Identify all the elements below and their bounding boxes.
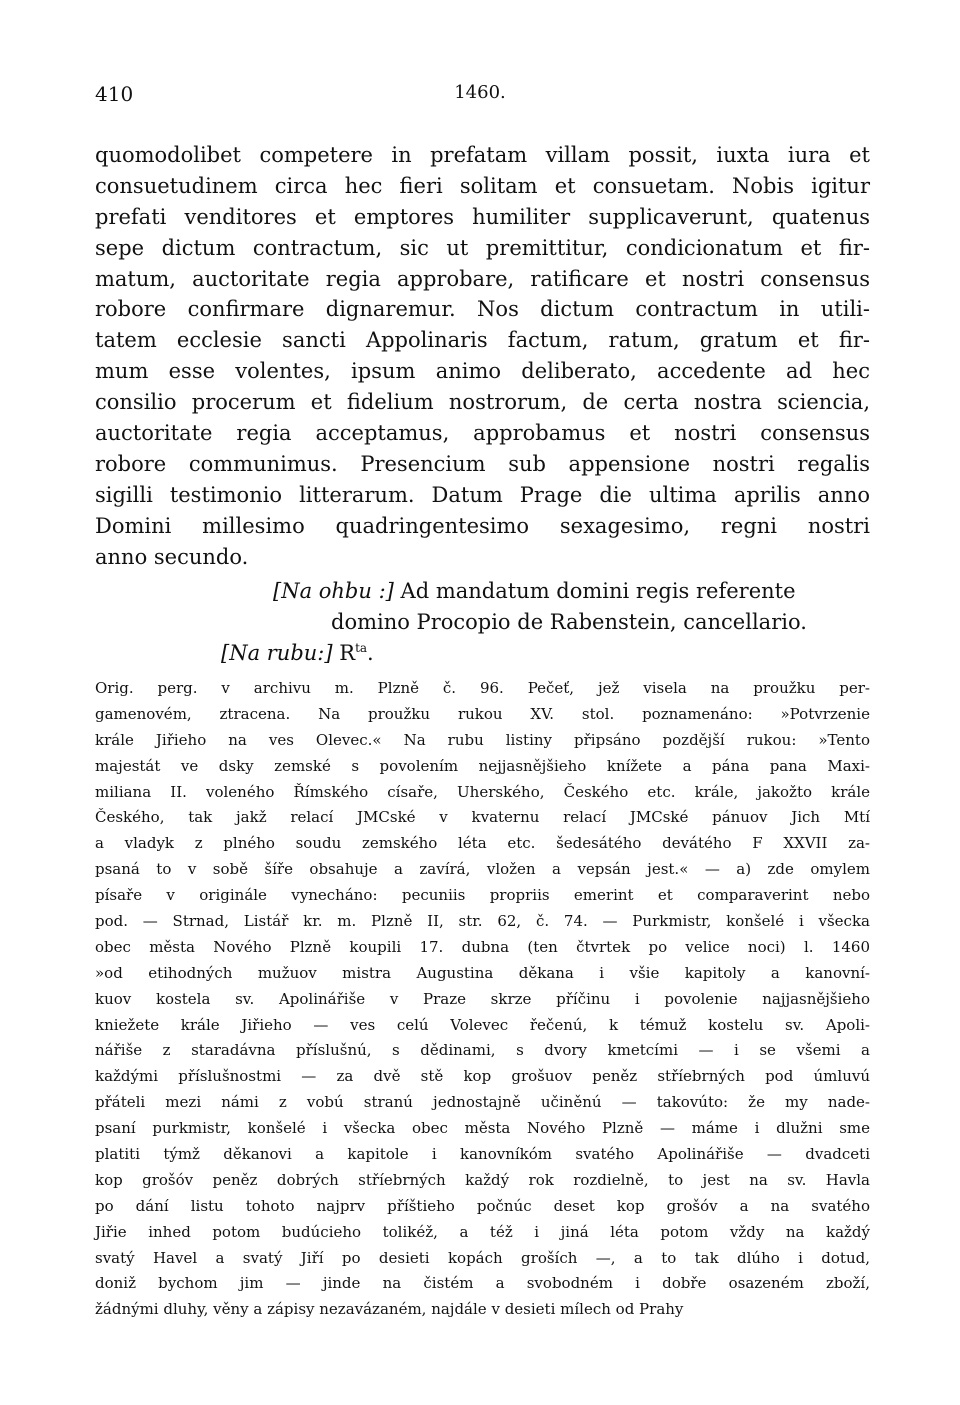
note-line: po dání listu tohoto najprv příštieho počnúc deset kop grošóv a na svatého — [95, 1196, 870, 1215]
note-line: kuov kostela sv. Apolinářiše v Praze skrze příčinu i povolenie najjasnějšieho — [95, 989, 870, 1008]
charter-text-line: sigilli testimonio litterarum. Datum Prage die ultima aprilis anno — [95, 482, 870, 507]
note-line: a vladyk z plného soudu zemského léta etc. šedesátého devátého F XXVII za- — [95, 834, 870, 853]
charter-text-line: sepe dictum contractum, sic ut premittitur, condicionatum et fir- — [95, 235, 870, 260]
page-number: 410 — [95, 82, 134, 106]
note-line: platiti týmž děkanovi a kapitole i kanovníkóm svatého Apolinářiše — dvadceti — [95, 1145, 870, 1164]
note-line: písaře v originále vynecháno: pecuniis propriis emerint et comparaverint nebo — [95, 886, 870, 905]
charter-text-line: robore confirmare dignaremur. Nos dictum contractum in utili- — [95, 297, 870, 322]
note-line: obec města Nového Plzně koupili 17. dubna (ten čtvrtek po velice noci) l. 1460 — [95, 937, 870, 956]
charter-text-line: anno secundo. — [95, 544, 249, 569]
page-header — [95, 82, 865, 112]
charter-text-line: quomodolibet competere in prefatam villam possit, iuxta iura et — [95, 143, 870, 167]
note-line: nářiše z staradávna příslušnú, s dědinami, s dvory kmetcími — i se všemi a — [95, 1041, 870, 1060]
endorsement-ohbu-line-2 — [95, 607, 870, 638]
charter-text-line: robore communimus. Presencium sub appensione nostri regalis — [95, 451, 870, 476]
endorsement-block — [95, 576, 870, 669]
charter-text-line: prefati venditores et emptores humiliter supplicaverunt, quatenus — [95, 204, 870, 229]
note-line: gamenovém, ztracena. Na proužku rukou XV. stol. poznamenáno: »Potvrzenie — [95, 704, 870, 723]
charter-text-line: consilio procerum et fidelium nostrorum, de certa nostra sciencia, — [95, 390, 870, 415]
note-line: krále Jiřieho na ves Olevec.« Na rubu listiny připsáno pozdější rukou: »Tento — [95, 730, 870, 749]
charter-text-line: mum esse volentes, ipsum animo deliberato, accedente ad hec — [95, 359, 870, 384]
note-line: psaná to v sobě šíře obsahuje a zavírá, vložen a vepsán jest.« — a) zde omylem — [95, 860, 870, 879]
note-line: miliana II. voleného Římského císaře, Uherského, Českého etc. krále, jakožto krále — [95, 782, 870, 801]
note-line: svatý Havel a svatý Jiří po desieti kopách groších —, a to tak dlúho i dotud, — [95, 1248, 870, 1267]
note-line: psaní purkmistr, konšelé i všecka obec města Nového Plzně — máme i dlužni sme — [95, 1119, 870, 1138]
note-line: majestát ve dsky zemské s povolením nejjasnějšieho knížete a pána pana Maxi- — [95, 756, 870, 775]
charter-text — [95, 140, 870, 572]
ohbu-tag: [Na ohbu :] — [273, 579, 394, 603]
note-line: každými příslušnostmi — za dvě stě kop grošuov peněz stříebrných pod úmluvú — [95, 1067, 870, 1086]
rubu-text: R — [339, 641, 356, 665]
endorsement-rubu-line — [95, 638, 870, 669]
note-line: Orig. perg. v archivu m. Plzně č. 96. Pečeť, jež visela na proužku per- — [95, 679, 870, 697]
ohbu-text-2: domino Procopio de Rabenstein, cancellario. — [331, 610, 807, 634]
running-head-year: 1460. — [454, 82, 506, 103]
note-line: »od etihodných mužuov mistra Augustina děkana i všie kapitoly a kanovní- — [95, 963, 870, 982]
note-line: pod. — Strnad, Listář kr. m. Plzně II, str. 62, č. 74. — Purkmistr, konšelé i všecka — [95, 912, 870, 931]
charter-text-line: consuetudinem circa hec fieri solitam et consuetam. Nobis igitur — [95, 173, 870, 198]
charter-text-line: auctoritate regia acceptamus, approbamus et nostri consensus — [95, 421, 870, 446]
note-line: Jiřie inhed potom budúcieho tolikéž, a též i jiná léta potom vždy na každý — [95, 1222, 870, 1241]
note-line: doniž bychom jim — jinde na čistém a svobodném i dobře osazeném zboží, — [95, 1274, 870, 1293]
endorsement-ohbu-line — [95, 576, 870, 607]
charter-text-line: matum, auctoritate regia approbare, ratificare et nostri consensus — [95, 266, 870, 291]
charter-text-line: Domini millesimo quadringentesimo sexagesimo, regni nostri — [95, 513, 870, 538]
note-line: žádnými dluhy, věny a zápisy nezavázaném, najdále v desieti mílech od Prahy — [95, 1300, 684, 1319]
note-line: kniežete krále Jiřieho — ves celú Volevec řečenú, k témuž kostelu sv. Apoli- — [95, 1015, 870, 1034]
ohbu-text-1: Ad mandatum domini regis referente — [400, 579, 796, 603]
note-line: Českého, tak jakž relací JMCské v kvaternu relací JMCské pánuov Jich Mtí — [95, 808, 870, 827]
note-line: přáteli mezi námi z vobú stranú jednostajně učiněnú — takovúto: že my nade- — [95, 1093, 870, 1112]
rubu-superscript: ta — [355, 641, 368, 655]
charter-text-line: tatem ecclesie sancti Appolinaris factum, ratum, gratum et fir- — [95, 328, 870, 353]
note-line: kop grošóv peněz dobrých stříebrných každý rok rozdielně, to jest na sv. Havla — [95, 1170, 870, 1189]
rubu-tag: [Na rubu:] — [221, 641, 333, 665]
editorial-notes — [95, 676, 870, 1323]
rubu-end: . — [367, 641, 374, 665]
